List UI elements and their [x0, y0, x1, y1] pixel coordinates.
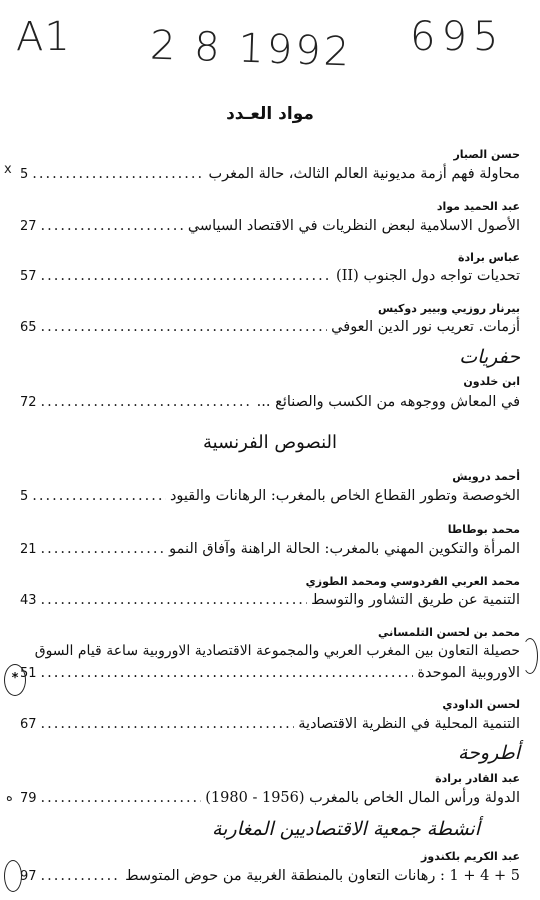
leader-dots: [41, 218, 184, 234]
toc-entry: [20, 319, 520, 335]
entry-page: 43: [20, 593, 37, 608]
entry-page: 5: [20, 167, 29, 182]
entry-title: تحديات تواجه دول الجنوب (II): [336, 268, 520, 284]
entry-title: الأصول الاسلامية لبعض النظريات في الاقتصاد السياسي: [187, 218, 520, 234]
leader-dots: [41, 592, 308, 608]
entry-page: 21: [20, 542, 37, 557]
entry-page: 67: [20, 717, 37, 732]
toc-entry: [20, 218, 520, 234]
entry-author: عبد القادر برادة: [435, 772, 520, 785]
entry-title: الخوصصة وتطور القطاع الخاص بالمغرب: الرهانات والقيود: [169, 488, 520, 504]
entry-title: حصيلة التعاون بين المغرب العربي والمجموعة الاقتصادية الاوروبية ساعة قيام السوق: [34, 643, 520, 659]
entry-author: أحمد درويش: [452, 470, 520, 483]
toc-entry: [20, 716, 520, 732]
leader-dots: [41, 868, 122, 884]
margin-circle-mark: [4, 860, 22, 892]
contents-title: مواد العـدد: [226, 104, 314, 124]
entry-author: عبد الكريم بلكندوز: [421, 850, 520, 863]
leader-dots: [41, 394, 253, 410]
entry-author: لحسن الداودي: [442, 698, 520, 711]
toc-entry: [20, 868, 520, 884]
entry-page: 57: [20, 269, 37, 284]
entry-title: 5 + 4 + 1 : رهانات التعاون بالمنطقة الغربية من حوض المتوسط: [125, 868, 520, 884]
entry-page: 27: [20, 219, 37, 234]
toc-entry: [20, 592, 520, 608]
section-heading-french-texts: النصوص الفرنسية: [203, 432, 337, 453]
entry-author: عبد الحميد مواد: [436, 200, 520, 213]
section-heading-excavations: حفريات: [459, 346, 520, 368]
margin-side-mark: ه: [6, 790, 13, 805]
entry-title: التنمية المحلية في النظرية الاقتصادية: [298, 716, 520, 732]
entry-author: محمد بن لحسن التلمساني: [378, 626, 520, 639]
leader-dots: [32, 166, 204, 182]
leader-dots: [41, 665, 414, 681]
leader-dots: [32, 488, 166, 504]
entry-author: محمد العربي الفردوسي ومحمد الطوزي: [305, 575, 520, 588]
entry-page: 5: [20, 489, 29, 504]
entry-author: بيرنار روزيي وبيير دوكيس: [377, 302, 520, 315]
leader-dots: [41, 541, 166, 557]
margin-x-mark: x: [4, 162, 12, 177]
entry-page: 51: [20, 666, 37, 681]
entry-title: في المعاش ووجوهه من الكسب والصنائع ...: [256, 394, 520, 410]
leader-dots: [41, 268, 332, 284]
toc-entry: [20, 541, 520, 557]
entry-author: ابن خلدون: [463, 375, 520, 388]
entry-title: التنمية عن طريق التشاور والتوسط: [311, 592, 520, 608]
entry-page: 72: [20, 395, 37, 410]
entry-page: 65: [20, 320, 37, 335]
handwritten-number: 695: [410, 14, 505, 60]
toc-entry: [20, 166, 520, 182]
handwritten-reference: A1: [16, 14, 71, 60]
entry-author: عباس برادة: [457, 251, 520, 264]
entry-title-continuation: الاوروبية الموحدة: [417, 665, 520, 681]
entry-title: أزمات. تعريب نور الدين العوفي: [331, 319, 520, 335]
margin-bracket-mark: [522, 638, 538, 674]
entry-author: محمد بوطاطا: [447, 523, 520, 536]
entry-title: الدولة ورأس المال الخاص بالمغرب (1956 - 1980): [205, 790, 520, 806]
handwritten-date: 2 8 1992: [149, 22, 353, 76]
margin-star-mark: *: [4, 664, 26, 696]
entry-title: محاولة فهم أزمة مديونية العالم الثالث، حالة المغرب: [208, 166, 520, 182]
entry-title: المرأة والتكوين المهني بالمغرب: الحالة الراهنة وآفاق النمو: [169, 541, 520, 557]
toc-entry: [20, 268, 520, 284]
leader-dots: [41, 716, 295, 732]
toc-entry: [20, 790, 520, 806]
toc-entry: [20, 488, 520, 504]
section-heading-thesis: أطروحة: [458, 742, 520, 764]
toc-entry-multiline: [20, 643, 520, 681]
section-heading-association: أنشطة جمعية الاقتصاديين المغاربة: [211, 818, 480, 840]
entry-page: 97: [20, 869, 37, 884]
leader-dots: [41, 790, 202, 806]
entry-page: 79: [20, 791, 37, 806]
toc-entry: [20, 394, 520, 410]
leader-dots: [41, 319, 328, 335]
entry-author: حسن الصبار: [453, 148, 520, 161]
